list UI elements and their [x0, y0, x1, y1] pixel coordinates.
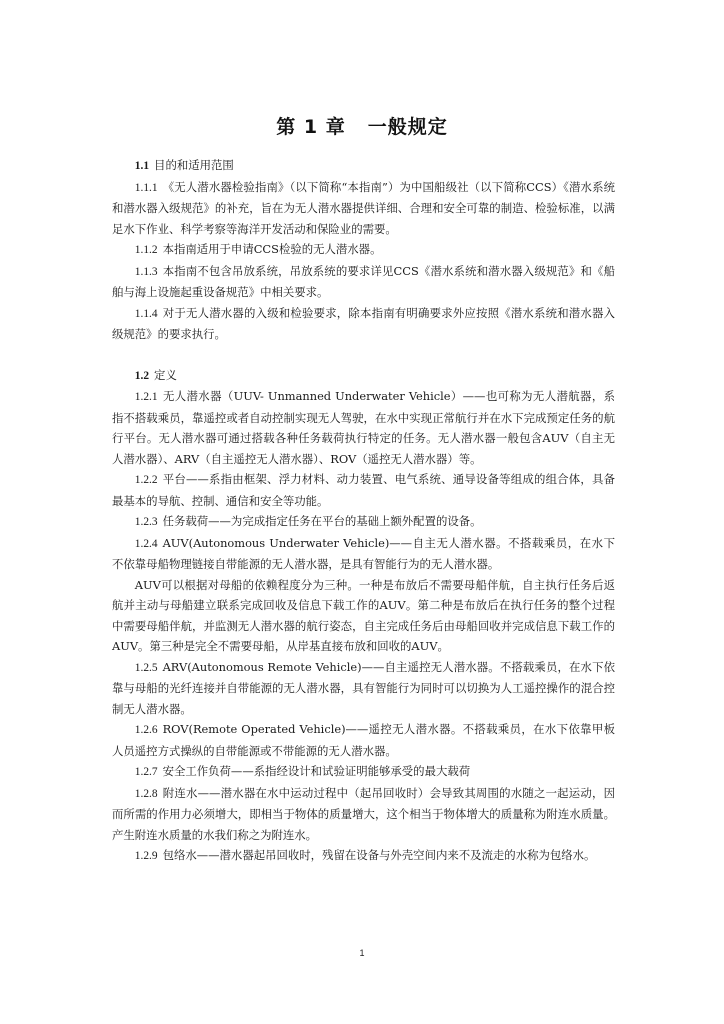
clause-paragraph	[112, 469, 615, 511]
chapter-title	[0, 112, 724, 139]
clause-text: 本指南不包含吊放系统，吊放系统的要求详见CCS《潜水系统和潜水器入级规范》和《船舶与海上设施起重设备规范》中相关要求。	[112, 263, 615, 299]
clause-number: 1.2.7	[134, 766, 158, 778]
clause-paragraph	[112, 761, 615, 783]
clause-number: 1.2.3	[134, 516, 158, 528]
clause-number: 1.2.1	[134, 391, 158, 403]
section-heading	[112, 365, 615, 387]
clause-text: 包络水——潜水器起吊回收时，残留在设备与外壳空间内来不及流走的水称为包络水。	[162, 848, 596, 862]
section-spacer	[112, 345, 615, 365]
clause-paragraph	[112, 533, 615, 575]
clause-text: AUV可以根据对母船的依赖程度分为三种。一种是布放后不需要母船伴航，自主执行任务后返航并主动与母船建立联系完成回收及信息下载工作的AUV。第二种是布放后在执行任务的整个过程中需要母船伴航，并监测无人潜水器的航行姿态，自主完成任务后由母船回收并完成信息下载工作的AUV。第三种是完全不需要母船，从岸基直接布放和回收的AUV。	[112, 577, 615, 653]
clause-paragraph	[112, 719, 615, 761]
chapter-number: 第 1 章	[276, 116, 346, 138]
section-number: 1.1	[134, 160, 150, 172]
section-heading	[112, 155, 615, 177]
clause-number: 1.2.2	[134, 474, 158, 486]
clause-paragraph	[112, 657, 615, 720]
clause-paragraph	[112, 511, 615, 533]
body-text	[112, 155, 615, 867]
clause-number: 1.2.8	[134, 787, 158, 800]
clause-text: ARV(Autonomous Remote Vehicle)——自主遥控无人潜水器。不搭载乘员，在水下依靠与母船的光纤连接并自带能源的无人潜水器，具有智能行为同时可以切换为人工遥控操作的混合控制无人潜水器。	[112, 659, 615, 716]
clause-text: 《无人潜水器检验指南》（以下简称“本指南”）为中国船级社（以下简称CCS）《潜水系统和潜水器入级规范》的补充，旨在为无人潜水器提供详细、合理和安全可靠的制造、检验标准，以满足水下作业、科学考察等海洋开发活动和保险业的需要。	[112, 179, 615, 236]
clause-number: 1.1.4	[134, 307, 158, 320]
clause-number: 1.2.5	[134, 661, 158, 674]
clause-text: 对于无人潜水器的入级和检验要求，除本指南有明确要求外应按照《潜水系统和潜水器入级规范》的要求执行。	[112, 305, 615, 341]
clause-paragraph	[112, 177, 615, 240]
clause-text: 平台——系指由框架、浮力材料、动力装置、电气系统、通导设备等组成的组合体，具备最基本的导航、控制、通信和安全等功能。	[112, 472, 615, 508]
chapter-name: 一般规定	[367, 116, 448, 138]
clause-text: ROV(Remote Operated Vehicle)——遥控无人潜水器。不搭载乘员，在水下依靠甲板人员遥控方式操纵的自带能源或不带能源的无人潜水器。	[112, 722, 615, 758]
clause-paragraph	[112, 575, 615, 657]
section-title: 目的和适用范围	[154, 158, 234, 172]
clause-paragraph	[112, 386, 615, 469]
clause-paragraph	[112, 783, 615, 846]
clause-number: 1.2.4	[134, 537, 158, 550]
clause-text: 无人潜水器（UUV- Unmanned Underwater Vehicle）——也可称为无人潜航器，系指不搭载乘员，靠遥控或者自动控制实现无人驾驶，在水中实现正常航行并在水下完成预定任务的航行平台。无人潜水器可通过搭载各种任务载荷执行特定的任务。无人潜水器一般包含AUV（自主无人潜水器）、ARV（自主遥控无人潜水器）、ROV（遥控无人潜水器）等。	[112, 389, 615, 466]
clause-paragraph	[112, 261, 615, 303]
clause-paragraph	[112, 239, 615, 261]
clause-number: 1.1.2	[134, 244, 158, 256]
section-title: 定义	[154, 367, 177, 382]
clause-paragraph	[112, 845, 615, 867]
clause-number: 1.1.1	[134, 181, 158, 194]
clause-text: 安全工作负荷——系指经设计和试验证明能够承受的最大载荷	[162, 764, 471, 778]
clause-text: 附连水——潜水器在水中运动过程中（起吊回收时）会导致其周围的水随之一起运动，因而所需的作用力必须增大，即相当于物体的质量增大，这个相当于物体增大的质量称为附连水质量。产生附连水质量的水我们称之为附连水。	[112, 785, 615, 842]
section-number: 1.2	[134, 369, 150, 382]
clause-paragraph	[112, 303, 615, 345]
clause-text: 本指南适用于申请CCS检验的无人潜水器。	[162, 242, 382, 256]
clause-number: 1.2.9	[134, 850, 158, 862]
clause-number: 1.2.6	[134, 724, 158, 736]
clause-text: AUV(Autonomous Underwater Vehicle)——自主无人潜水器。不搭载乘员，在水下不依靠母船物理链接自带能源的无人潜水器，是具有智能行为的无人潜水器。	[112, 535, 615, 571]
clause-number: 1.1.3	[134, 265, 158, 278]
page-number: 1	[359, 948, 365, 958]
clause-text: 任务载荷——为完成指定任务在平台的基础上额外配置的设备。	[162, 514, 482, 528]
